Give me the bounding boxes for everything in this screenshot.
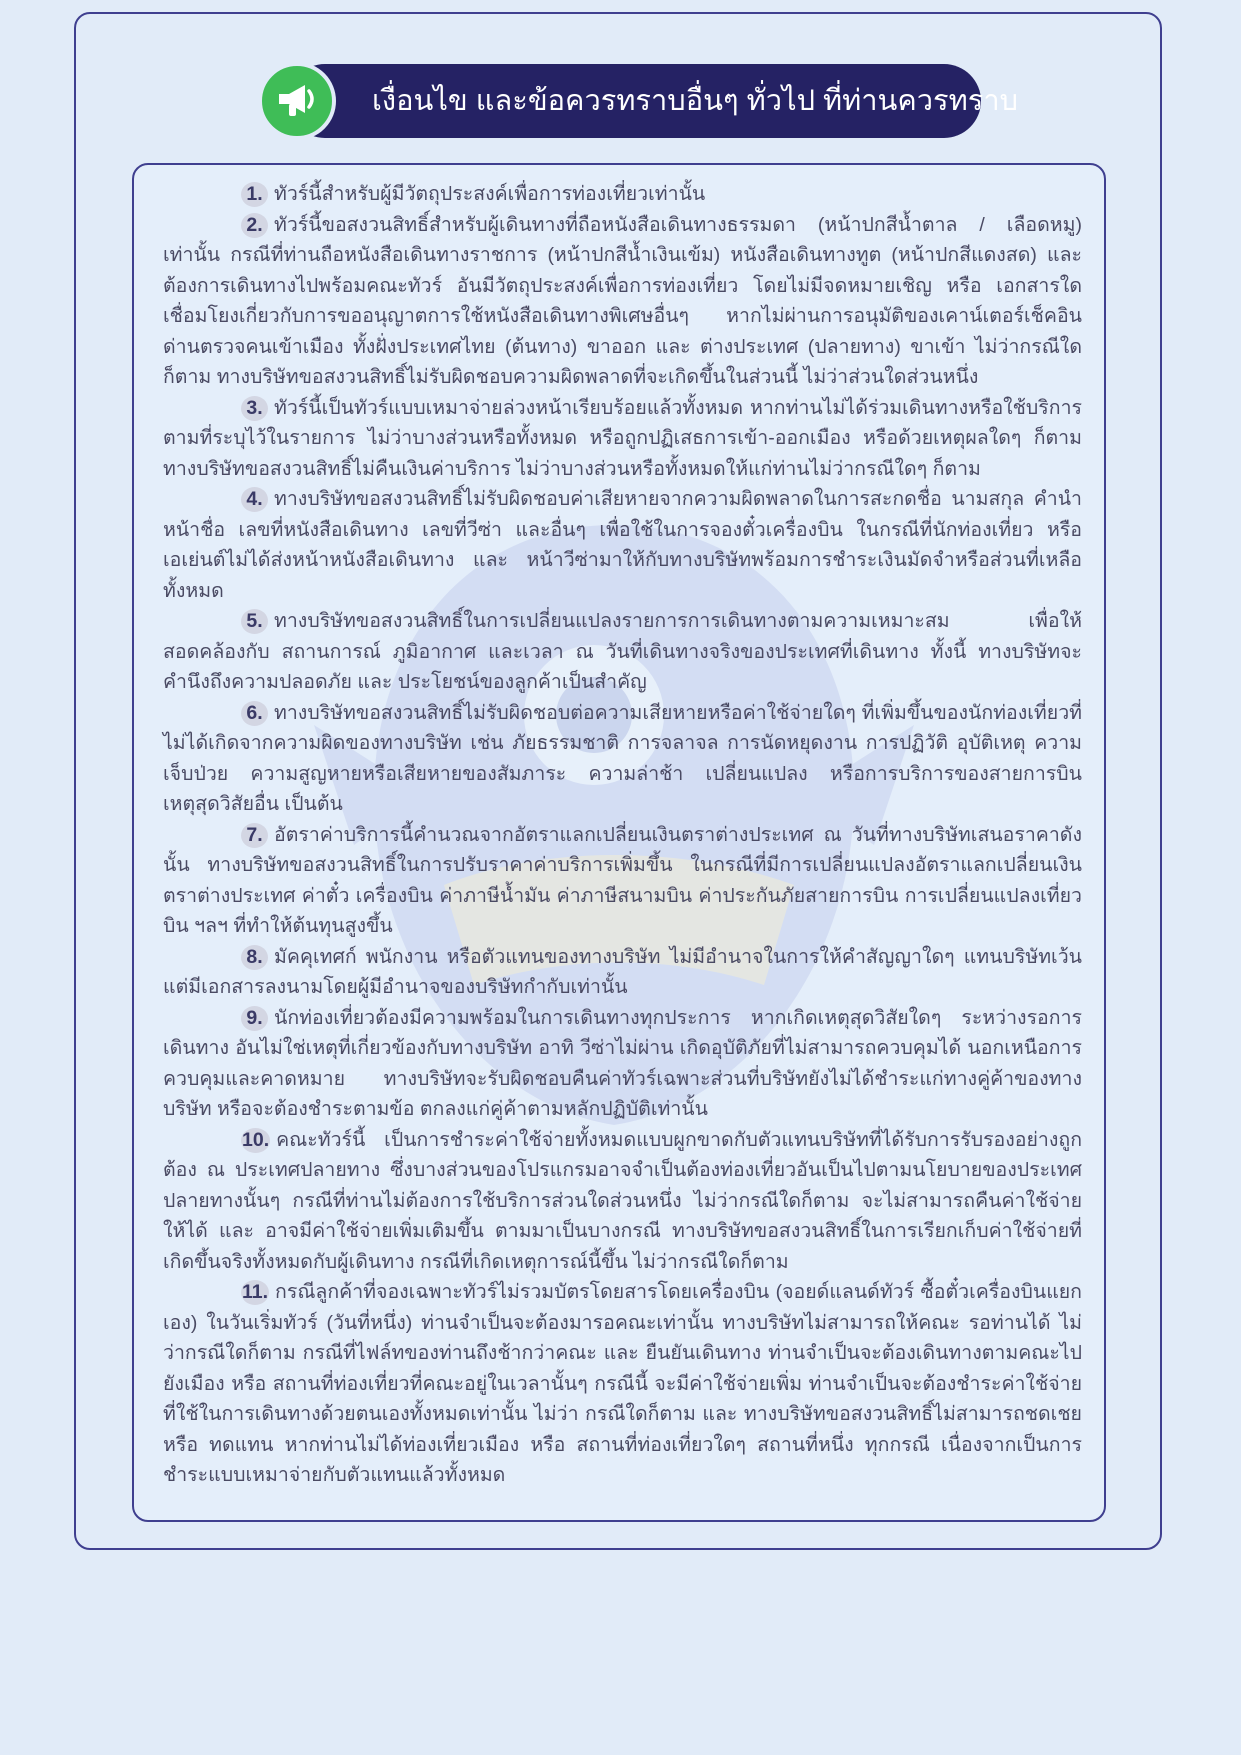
title-banner xyxy=(258,62,1019,138)
term-text: คณะทัวร์นี้ เป็นการชำระค่าใช้จ่ายทั้งหมดแบบผูกขาดกับตัวแทนบริษัทที่ได้รับการรับรองอย่างถูกต้อง ณ ประเทศปลายทาง ซึ่งบางส่วนของโปรแกรมอาจจำเป็นต้องท่องเที่ยวอันเป็นไปตามนโยบายของประเทศปลายทางนั้นๆ กรณีที่ท่านไม่ต้องการใช้บริการส่วนใดส่วนหนึ่ง ไม่ว่ากรณีใดก็ตาม จะไม่สามารถคืนค่าใช้จ่ายให้ได้ และ อาจมีค่าใช้จ่ายเพิ่มเติมขึ้น ตามมาเป็นบางกรณี ทางบริษัทขอสงวนสิทธิ์ในการเรียกเก็บค่าใช้จ่ายที่เกิดขึ้นจริงทั้งหมดกับผู้เดินทาง กรณีที่เกิดเหตุการณ์นี้ขึ้น ไม่ว่ากรณีใดก็ตาม xyxy=(163,1128,1082,1273)
term-number: 6. xyxy=(241,701,268,726)
term-item xyxy=(163,210,1082,393)
term-item xyxy=(163,698,1082,820)
term-number: 3. xyxy=(241,396,268,421)
term-text: นักท่องเที่ยวต้องมีความพร้อมในการเดินทางทุกประการ หากเกิดเหตุสุดวิสัยใดๆ ระหว่างรอการเดินทาง อันไม่ใช่เหตุที่เกี่ยวข้องกับทางบริษัท อาทิ วีซ่าไม่ผ่าน เกิดอุบัติภัยที่ไม่สามารถควบคุมได้ นอกเหนือการควบคุมและคาดหมาย ทางบริษัทจะรับผิดชอบคืนค่าทัวร์เฉพาะส่วนที่บริษัทยังไม่ได้ชำระแก่ทางคู่ค้าของทางบริษัท หรือจะต้องชำระตามข้อ ตกลงแก่คู่ค้าตามหลักปฏิบัติเท่านั้น xyxy=(163,1006,1082,1120)
term-text: ทางบริษัทขอสงวนสิทธิ์ไม่รับผิดชอบต่อความเสียหายหรือค่าใช้จ่ายใดๆ ที่เพิ่มขึ้นของนักท่องเที่ยวที่ไม่ได้เกิดจากความผิดของทางบริษัท เช่น ภัยธรรมชาติ การจลาจล การนัดหยุดงาน การปฏิวัติ อุบัติเหตุ ความเจ็บป่วย ความสูญหายหรือเสียหายของสัมภาระ ความล่าช้า เปลี่ยนแปลง หรือการบริการของสายการบิน เหตุสุดวิสัยอื่น เป็นต้น xyxy=(163,701,1082,815)
term-item xyxy=(163,1125,1082,1278)
term-item xyxy=(163,606,1082,698)
term-number: 1. xyxy=(241,182,268,207)
term-text: อัตราค่าบริการนี้คำนวณจากอัตราแลกเปลี่ยนเงินตราต่างประเทศ ณ วันที่ทางบริษัทเสนอราคาดังนั้น ทางบริษัทขอสงวนสิทธิ์ในการปรับราคาค่าบริการเพิ่มขึ้น ในกรณีที่มีการเปลี่ยนแปลงอัตราแลกเปลี่ยนเงินตราต่างประเทศ ค่าตั๋ว เครื่องบิน ค่าภาษีน้ำมัน ค่าภาษีสนามบิน ค่าประกันภัยสายการบิน การเปลี่ยนแปลงเที่ยวบิน ฯลฯ ที่ทำให้ต้นทุนสูงขึ้น xyxy=(163,823,1082,937)
term-item xyxy=(163,1277,1082,1491)
term-item xyxy=(163,393,1082,485)
term-item xyxy=(163,484,1082,606)
term-text: มัคคุเทศก์ พนักงาน หรือตัวแทนของทางบริษัท ไม่มีอำนาจในการให้คำสัญญาใดๆ แทนบริษัทเว้นแต่มีเอกสารลงนามโดยผู้มีอำนาจของบริษัทกำกับเท่านั้น xyxy=(163,945,1082,998)
term-number: 2. xyxy=(241,213,268,238)
term-item xyxy=(163,1003,1082,1125)
term-item xyxy=(163,179,1082,210)
megaphone-icon xyxy=(275,81,321,121)
term-text: ทัวร์นี้เป็นทัวร์แบบเหมาจ่ายล่วงหน้าเรียบร้อยแล้วทั้งหมด หากท่านไม่ได้ร่วมเดินทางหรือใช้บริการตามที่ระบุไว้ในรายการ ไม่ว่าบางส่วนหรือทั้งหมด หรือถูกปฏิเสธการเข้า-ออกเมือง หรือด้วยเหตุผลใดๆ ก็ตาม ทางบริษัทขอสงวนสิทธิ์ไม่คืนเงินค่าบริการ ไม่ว่าบางส่วนหรือทั้งหมดให้แก่ท่านไม่ว่ากรณีใดๆ ก็ตาม xyxy=(163,396,1082,480)
page-title: เงื่อนไข และข้อควรทราบอื่นๆ ทั่วไป ที่ท่านควรทราบ xyxy=(372,85,1019,117)
term-number: 10. xyxy=(242,1128,270,1151)
term-number: 4. xyxy=(241,487,268,512)
term-item xyxy=(163,942,1082,1003)
term-text: ทางบริษัทขอสงวนสิทธิ์ในการเปลี่ยนแปลงรายการการเดินทางตามความเหมาะสม เพื่อให้สอดคล้องกับ สถานการณ์ ภูมิอากาศ และเวลา ณ วันที่เดินทางจริงของประเทศที่เดินทาง ทั้งนี้ ทางบริษัทจะคำนึงถึงความปลอดภัย และ ประโยชน์ของลูกค้าเป็นสำคัญ xyxy=(163,610,1082,693)
terms-list xyxy=(134,165,1104,1491)
term-text: กรณีลูกค้าที่จองเฉพาะทัวร์ไม่รวมบัตรโดยสารโดยเครื่องบิน (จอยด์แลนด์ทัวร์ ซื้อตั๋วเครื่องบินแยกเอง) ในวันเริ่มทัวร์ (วันที่หนึ่ง) ท่านจำเป็นจะต้องมารอคณะเท่านั้น ทางบริษัทไม่สามารถให้คณะ รอท่านได้ ไม่ว่ากรณีใดก็ตาม กรณีที่ไฟล์ทของท่านถึงช้ากว่าคณะ และ ยืนยันเดินทาง ท่านจำเป็นจะต้องเดินทางตามคณะไปยังเมือง หรือ สถานที่ท่องเที่ยวที่คณะอยู่ในเวลานั้นๆ กรณีนี้ จะมีค่าใช้จ่ายเพิ่ม ท่านจำเป็นจะต้องชำระค่าใช้จ่ายที่ใช้ในการเดินทางด้วยตนเองทั้งหมดเท่านั้น ไม่ว่า กรณีใดก็ตาม และ ทางบริษัทขอสงวนสิทธิ์ไม่สามารถชดเชย หรือ ทดแทน หากท่านไม่ได้ท่องเที่ยวเมือง หรือ สถานที่ท่องเที่ยวใดๆ สถานที่หนึ่ง ทุกกรณี เนื่องจากเป็นการชำระแบบเหมาจ่ายกับตัวแทนแล้วทั้งหมด xyxy=(163,1281,1082,1486)
terms-panel xyxy=(132,163,1106,1522)
term-item xyxy=(163,820,1082,942)
term-number: 5. xyxy=(241,609,268,634)
title-pill xyxy=(288,64,1019,138)
term-text: ทัวร์นี้สำหรับผู้มีวัตถุประสงค์เพื่อการท่องเที่ยวเท่านั้น xyxy=(274,183,706,205)
megaphone-badge xyxy=(258,62,336,140)
term-text: ทางบริษัทขอสงวนสิทธิ์ไม่รับผิดชอบค่าเสียหายจากความผิดพลาดในการสะกดชื่อ นามสกุล คำนำหน้าชื่อ เลขที่หนังสือเดินทาง เลขที่วีซ่า และอื่นๆ เพื่อใช้ในการจองตั๋วเครื่องบิน ในกรณีที่นักท่องเที่ยว หรือเอเย่นต์ไม่ได้ส่งหน้าหนังสือเดินทาง และ หน้าวีซ่ามาให้กับทางบริษัทพร้อมการชำระเงินมัดจำหรือส่วนที่เหลือทั้งหมด xyxy=(163,488,1082,602)
term-number: 7. xyxy=(241,823,268,848)
term-number: 9. xyxy=(241,1006,268,1031)
term-number: 8. xyxy=(241,945,268,970)
term-text: ทัวร์นี้ขอสงวนสิทธิ์สำหรับผู้เดินทางที่ถือหนังสือเดินทางธรรมดา (หน้าปกสีน้ำตาล / เลือดหมู) เท่านั้น กรณีที่ท่านถือหนังสือเดินทางราชการ (หน้าปกสีน้ำเงินเข้ม) หนังสือเดินทางทูต (หน้าปกสีแดงสด) และต้องการเดินทางไปพร้อมคณะทัวร์ อันมีวัตถุประสงค์เพื่อการท่องเที่ยว โดยไม่มีจดหมายเชิญ หรือ เอกสารใดเชื่อมโยงเกี่ยวกับการขออนุญาตการใช้หนังสือเดินทางพิเศษอื่นๆ หากไม่ผ่านการอนุมัติของเคาน์เตอร์เช็คอิน ด่านตรวจคนเข้าเมือง ทั้งฝั่งประเทศไทย (ต้นทาง) ขาออก และ ต่างประเทศ (ปลายทาง) ขาเข้า ไม่ว่ากรณีใดก็ตาม ทางบริษัทขอสงวนสิทธิ์ไม่รับผิดชอบความผิดพลาดที่จะเกิดขึ้นในส่วนนี้ ไม่ว่าส่วนใดส่วนหนึ่ง xyxy=(163,213,1082,388)
term-number: 11. xyxy=(242,1281,269,1303)
